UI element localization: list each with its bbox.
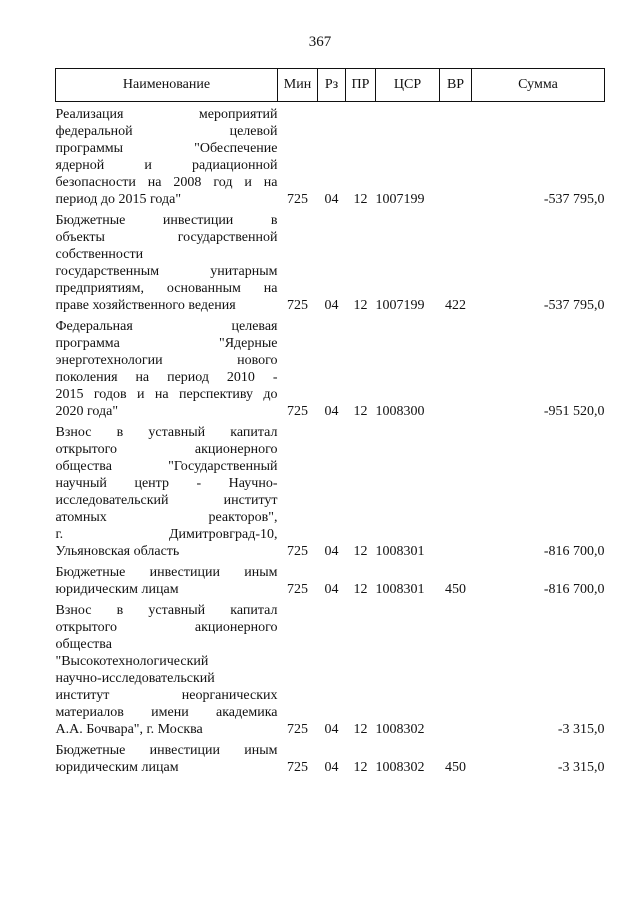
row-min: 725 — [287, 722, 308, 737]
row-name-line: федеральной целевой — [55, 124, 278, 139]
row-name-line: Бюджетные инвестиции иным — [55, 743, 278, 758]
row-csr: 1008302 — [375, 760, 425, 775]
row-name-line: Реализация мероприятий — [55, 107, 278, 122]
row-pr: 12 — [353, 582, 368, 597]
row-name-line: материалов имени академика — [55, 705, 278, 720]
row-name-line: открытого акционерного — [55, 442, 278, 457]
row-rz: 04 — [324, 298, 339, 313]
row-rz: 04 — [324, 544, 339, 559]
row-csr: 1008301 — [375, 544, 425, 559]
row-sum: -537 795,0 — [543, 298, 605, 313]
row-name-line: исследовательский институт — [55, 493, 278, 508]
row-name-line: безопасности на 2008 год и на — [55, 175, 278, 190]
row-name-line: юридическим лицам — [55, 760, 179, 775]
row-name-line: "Высокотехнологический — [55, 654, 209, 669]
row-name-line: объекты государственной — [55, 230, 278, 245]
row-name-line: программы "Обеспечение — [55, 141, 278, 156]
row-rz: 04 — [324, 192, 339, 207]
row-pr: 12 — [353, 722, 368, 737]
row-csr: 1007199 — [375, 192, 425, 207]
row-rz: 04 — [324, 760, 339, 775]
row-name-line: Взнос в уставный капитал — [55, 603, 278, 618]
row-name-line: научно-исследовательский — [55, 671, 215, 686]
header-vr: ВР — [440, 69, 472, 102]
row-vr: 450 — [445, 582, 466, 597]
budget-table — [55, 68, 605, 776]
row-rz: 04 — [324, 582, 339, 597]
row-sum: -3 315,0 — [557, 760, 605, 775]
table-row — [56, 598, 605, 738]
row-name — [56, 208, 278, 314]
row-name — [56, 598, 278, 738]
row-name-line: Взнос в уставный капитал — [55, 425, 278, 440]
row-pr: 12 — [353, 192, 368, 207]
row-name-line: 2015 годов и на перспективу до — [55, 387, 278, 402]
row-name-line: Бюджетные инвестиции в — [55, 213, 278, 228]
row-name-line: государственным унитарным — [55, 264, 278, 279]
row-rz: 04 — [324, 722, 339, 737]
header-sum: Сумма — [472, 69, 605, 102]
row-csr: 1007199 — [375, 298, 425, 313]
row-name-line: программа "Ядерные — [55, 336, 278, 351]
row-vr — [440, 102, 472, 209]
row-name — [56, 314, 278, 420]
row-sum: -816 700,0 — [543, 544, 605, 559]
row-csr: 1008302 — [375, 722, 425, 737]
row-vr — [440, 314, 472, 420]
header-row — [56, 69, 605, 102]
row-name-line: общества "Государственный — [55, 459, 278, 474]
row-vr — [440, 420, 472, 560]
row-name — [56, 102, 278, 209]
row-name-line: поколения на период 2010 - — [55, 370, 278, 385]
header-csr: ЦСР — [376, 69, 440, 102]
row-sum: -951 520,0 — [543, 404, 605, 419]
row-name-line: энерготехнологии нового — [55, 353, 278, 368]
row-min: 725 — [287, 582, 308, 597]
row-sum: -816 700,0 — [543, 582, 605, 597]
table-row — [56, 314, 605, 420]
row-name — [56, 738, 278, 776]
row-pr: 12 — [353, 544, 368, 559]
row-name-line: г. Димитровград-10, — [55, 527, 278, 542]
row-vr: 450 — [445, 760, 466, 775]
row-name-line: Федеральная целевая — [55, 319, 278, 334]
row-name-line: предприятиям, основанным на — [55, 281, 278, 296]
header-pr: ПР — [346, 69, 376, 102]
row-pr: 12 — [353, 760, 368, 775]
row-min: 725 — [287, 544, 308, 559]
row-vr: 422 — [445, 298, 466, 313]
row-name — [56, 420, 278, 560]
row-pr: 12 — [353, 404, 368, 419]
table-row — [56, 102, 605, 209]
row-min: 725 — [287, 760, 308, 775]
row-min: 725 — [287, 298, 308, 313]
header-rz: Рз — [318, 69, 346, 102]
row-rz: 04 — [324, 404, 339, 419]
page-number: 367 — [308, 34, 332, 50]
row-sum: -3 315,0 — [557, 722, 605, 737]
table-row — [56, 420, 605, 560]
table-row — [56, 738, 605, 776]
row-name-line: атомных реакторов", — [55, 510, 278, 525]
row-name-line: институт неорганических — [55, 688, 278, 703]
row-pr: 12 — [353, 298, 368, 313]
row-min: 725 — [287, 192, 308, 207]
row-name-line: 2020 года" — [55, 404, 119, 419]
row-name — [56, 560, 278, 598]
row-name-line: открытого акционерного — [55, 620, 278, 635]
header-min: Мин — [278, 69, 318, 102]
row-sum: -537 795,0 — [543, 192, 605, 207]
row-name-line: научный центр - Научно- — [55, 476, 278, 491]
row-name-line: собственности — [55, 247, 144, 262]
table-body — [56, 102, 605, 777]
table-row — [56, 208, 605, 314]
row-csr: 1008300 — [375, 404, 425, 419]
row-name-line: общества — [55, 637, 112, 652]
row-min: 725 — [287, 404, 308, 419]
row-name-line: праве хозяйственного ведения — [55, 298, 236, 313]
row-name-line: ядерной и радиационной — [55, 158, 278, 173]
table-row — [56, 560, 605, 598]
row-name-line: юридическим лицам — [55, 582, 179, 597]
row-name-line: А.А. Бочвара", г. Москва — [55, 722, 203, 737]
row-name-line: период до 2015 года" — [55, 192, 182, 207]
header-name: Наименование — [56, 69, 278, 102]
row-name-line: Бюджетные инвестиции иным — [55, 565, 278, 580]
row-csr: 1008301 — [375, 582, 425, 597]
row-vr — [440, 598, 472, 738]
row-name-line: Ульяновская область — [55, 544, 180, 559]
